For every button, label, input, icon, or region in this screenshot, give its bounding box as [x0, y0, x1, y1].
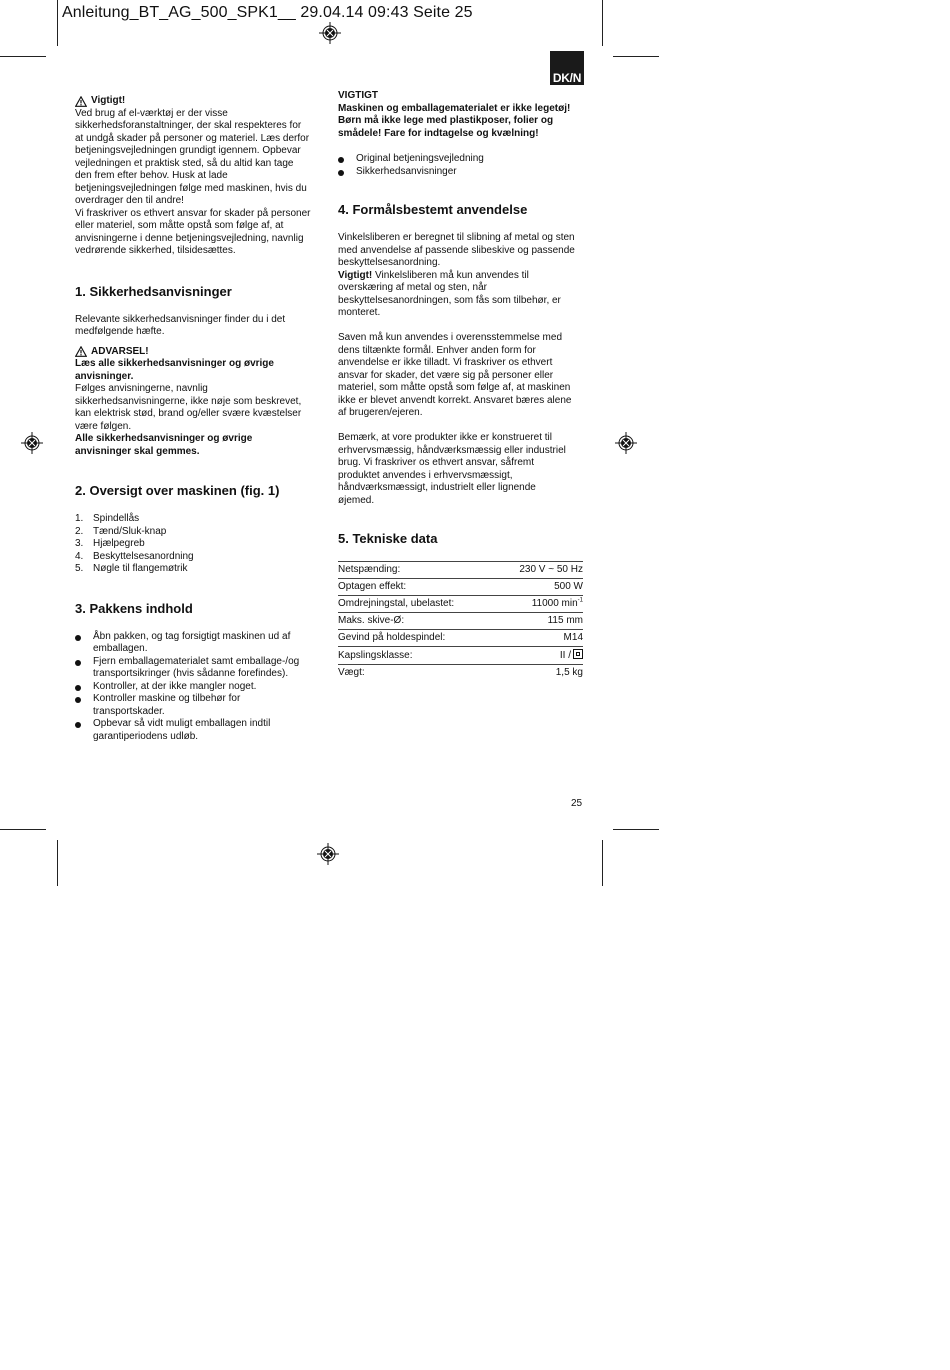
list-text: Hjælpegreb: [93, 538, 145, 549]
list-text: Sikkerhedsanvisninger: [356, 165, 457, 177]
table-row: [338, 596, 583, 613]
paragraph-line: sikkerhedsforanstaltninger, der skal respekteres for: [75, 120, 302, 131]
section-body: [75, 314, 325, 459]
list-item: [75, 693, 325, 718]
paragraph-line: beskyttelsesanordningen, som fås som tilbehør, er: [338, 294, 561, 306]
registration-mark-icon: [21, 432, 43, 454]
paragraph-line: anvisningerne i denne betjeningsvejledning, navnlig: [75, 232, 304, 244]
crop-mark: [613, 829, 659, 830]
paragraph-line: Vinkelsliberen er beregnet til slibning af metal og sten: [338, 232, 575, 243]
paragraph-line: Børn må ikke lege med plastikposer, folier og: [338, 115, 554, 126]
table-cell-value: [496, 596, 583, 613]
inline-text: Vinkelsliberen må kun anvendes til: [372, 269, 529, 281]
paragraph-line: kan elektrisk stød, brand og/eller svære kvæstelser: [75, 408, 302, 419]
important-title: VIGTIGT: [338, 90, 378, 101]
included-docs-list: [338, 153, 584, 178]
section-heading: 1. Sikkerhedsanvisninger: [75, 283, 232, 299]
paragraph-line: vedrørende sikkerhed, tilsidesættes.: [75, 245, 236, 256]
list-item: [75, 718, 325, 743]
paragraph-line: dens tiltænkte formål. Enhver anden form for: [338, 344, 536, 356]
paragraph-line: Læs alle sikkerhedsanvisninger og øvrige: [75, 358, 274, 369]
warning-title: Vigtigt!: [91, 95, 126, 106]
paragraph-line: materiel, som måtte opstå som følge af, at maskinen: [338, 382, 571, 393]
registration-mark-icon: [615, 432, 637, 454]
list-text: transportskader.: [93, 705, 165, 717]
list-text: Opbevar så vidt muligt emballagen indtil: [93, 718, 271, 729]
table-cell-label: Netspænding:: [338, 562, 496, 579]
paragraph-line: øjemed.: [338, 494, 375, 506]
bullet-icon: [75, 693, 93, 705]
paragraph-line: overskæring af metal og sten, når: [338, 282, 487, 293]
list-number: 2.: [75, 525, 84, 537]
paragraph-line: eller materiel, som måtte opstå som følge af, at: [75, 220, 284, 231]
warning-title: ADVARSEL!: [91, 345, 149, 357]
paragraph-line: brug. Vi fraskriver os ethvert ansvar, såfremt: [338, 457, 535, 468]
paragraph-line: Ved brug af el-værktøj er der visse: [75, 107, 228, 119]
table-cell-label: Vægt:: [338, 667, 365, 678]
list-number: 5.: [75, 563, 84, 574]
registration-mark-icon: [317, 843, 339, 865]
list-text: Åbn pakken, og tag forsigtigt maskinen ud af: [93, 630, 291, 642]
list-item: [75, 551, 325, 564]
left-column: [75, 95, 325, 743]
table-row: [338, 665, 583, 682]
paragraph-line: Relevante sikkerhedsanvisninger finder du i det: [75, 313, 286, 325]
paragraph-line: beskyttelsesanordning.: [338, 257, 441, 268]
paragraph-line: anvisninger skal gemmes.: [75, 445, 200, 457]
crop-mark: [57, 840, 58, 886]
list-item: [75, 563, 325, 576]
list-text: Beskyttelsesanordning: [93, 550, 194, 562]
section-heading: 3. Pakkens indhold: [75, 600, 193, 616]
crop-mark: [0, 56, 46, 57]
paragraph-line: anvendelse er ikke tilladt. Vi fraskriver os ethvert: [338, 357, 553, 368]
list-text: Nøgle til flangemøtrik: [93, 563, 188, 574]
list-item: [75, 681, 325, 694]
paragraph-line: håndværksmæssigt, industrielt eller lignende: [338, 482, 536, 493]
value-text: II /: [559, 650, 571, 661]
paragraph-line: produktet anvendes i erhvervsmæssigt,: [338, 469, 513, 481]
table-cell-label: Kapslingsklasse:: [338, 647, 496, 665]
superscript: -1: [577, 597, 583, 604]
list-text: Tænd/Sluk-knap: [93, 525, 167, 537]
paragraph-line: at undgå skader på personer og materiel. Læs derfor: [75, 132, 310, 144]
list-text: transportsikringer (hvis sådanne forefindes).: [93, 668, 289, 679]
bullet-icon: [338, 166, 356, 178]
bullet-icon: [75, 631, 93, 643]
right-column: [338, 90, 584, 681]
paragraph-line: Saven må kun anvendes i overensstemmelse med: [338, 332, 563, 343]
list-text: Original betjeningsvejledning: [356, 153, 484, 164]
table-cell-label: Optagen effekt:: [338, 579, 496, 596]
paragraph-line: af brugeren/ejeren.: [338, 407, 423, 418]
language-tab-label: DK/N: [552, 71, 582, 85]
list-item: [75, 526, 325, 539]
paragraph-line: Alle sikkerhedsanvisninger og øvrige: [75, 433, 253, 444]
paragraph-line: [338, 270, 584, 283]
section-heading: 2. Oversigt over maskinen (fig. 1): [75, 483, 280, 498]
table-cell-value: 1,5 kg: [555, 667, 583, 678]
paragraph-line: smådele! Fare for indtagelse og kvælning!: [338, 127, 539, 139]
paragraph-line: være følgen.: [75, 420, 132, 432]
paragraph-line: med anvendelse af passende slibeskive og passende: [338, 244, 575, 256]
paragraph-line: overdrager den til andre!: [75, 195, 184, 206]
list-item: [75, 538, 325, 551]
warning-triangle-icon: [75, 96, 87, 107]
table-cell-value: [496, 647, 583, 665]
file-header: Anleitung_BT_AG_500_SPK1__ 29.04.14 09:43 Seite 25: [62, 4, 473, 21]
list-number: 3.: [75, 538, 84, 549]
crop-mark: [0, 829, 46, 830]
list-text: emballagen.: [93, 643, 148, 654]
list-text: Kontroller maskine og tilbehør for: [93, 693, 241, 704]
list-item: [338, 166, 584, 179]
table-row: [338, 579, 583, 596]
warning-heading: [75, 346, 325, 359]
paragraph-line: monteret.: [338, 307, 381, 318]
list-item: [338, 153, 584, 166]
registration-mark-icon: [319, 22, 341, 44]
paragraph-line: betjeningsvejledningen grundigt igennem. Opbevar: [75, 145, 301, 156]
section-heading: 4. Formålsbestemt anvendelse: [338, 202, 528, 217]
list-item: [75, 513, 325, 526]
list-text: Kontroller, at der ikke mangler noget.: [93, 680, 257, 692]
protection-class-icon: [573, 649, 583, 659]
table-cell-value: 115 mm: [496, 613, 583, 630]
bullet-icon: [75, 718, 93, 730]
paragraph-line: ikke er blevet anvendt korrekt. Ansvaret bæres alene: [338, 394, 572, 406]
paragraph-line: Følges anvisningerne, navnlig: [75, 383, 208, 394]
page-number: 25: [571, 798, 583, 809]
paragraph-line: sikkerhedsanvisningerne, ikke nøje som beskrevet,: [75, 395, 302, 407]
bullet-icon: [75, 656, 93, 668]
warning-heading: [75, 95, 325, 108]
paragraph-line: Maskinen og emballagematerialet er ikke legetøj!: [338, 102, 571, 114]
warning-triangle-icon: [75, 346, 87, 357]
paragraph: [338, 332, 584, 420]
crop-mark: [602, 0, 603, 46]
parts-list: [75, 513, 325, 576]
paragraph: [338, 432, 584, 507]
paragraph-line: Vi fraskriver os ethvert ansvar for skader på personer: [75, 207, 311, 219]
paragraph-line: vejledningen et praktisk sted, så du altid kan tage: [75, 157, 294, 169]
section-body: [338, 232, 584, 507]
bold-lead: Vigtigt!: [338, 269, 373, 281]
general-warning: [75, 95, 325, 258]
crop-mark: [613, 56, 659, 57]
paragraph-line: betjeningsvejledningen følge med maskinen, hvis du: [75, 182, 307, 194]
list-item: [75, 656, 325, 681]
paragraph-line: den frem efter behov. Husk at lade: [75, 170, 228, 181]
paragraph-line: Bemærk, at vore produkter ikke er konstrueret til: [338, 432, 552, 443]
technical-data-table: [338, 561, 583, 681]
list-text: garantiperiodens udløb.: [93, 730, 199, 742]
list-number: 4.: [75, 550, 84, 562]
table-row: [338, 630, 583, 647]
bullet-icon: [338, 153, 356, 165]
paragraph-line: ansvar for skader, det være sig på personer eller: [338, 369, 554, 381]
paragraph-line: erhvervsmæssig, håndværksmæssig eller industriel: [338, 444, 566, 456]
list-item: [75, 631, 325, 656]
table-row: [338, 613, 583, 630]
table-cell-label: Gevind på holdespindel:: [338, 630, 496, 647]
table-cell-value: 230 V ~ 50 Hz: [496, 562, 583, 579]
language-tab: [550, 51, 584, 85]
list-text: Fjern emballagematerialet samt emballage-/og: [93, 655, 300, 667]
paragraph-line: medfølgende hæfte.: [75, 326, 165, 337]
table-cell-label: Maks. skive-Ø:: [338, 613, 496, 630]
table-row: [338, 562, 583, 579]
paragraph-line: anvisninger.: [75, 370, 134, 382]
bullet-icon: [75, 681, 93, 693]
list-number: 1.: [75, 513, 84, 524]
package-contents-list: [75, 631, 325, 744]
table-cell-value: M14: [496, 630, 583, 647]
section-heading: 5. Tekniske data: [338, 531, 438, 546]
crop-mark: [602, 840, 603, 886]
table-cell-value: 500 W: [496, 579, 583, 596]
table-cell-label: Omdrejningstal, ubelastet:: [338, 596, 496, 613]
crop-mark: [57, 0, 58, 46]
table-row: [338, 647, 583, 665]
list-text: Spindellås: [93, 513, 140, 524]
value-text: 11000 min: [531, 598, 578, 609]
